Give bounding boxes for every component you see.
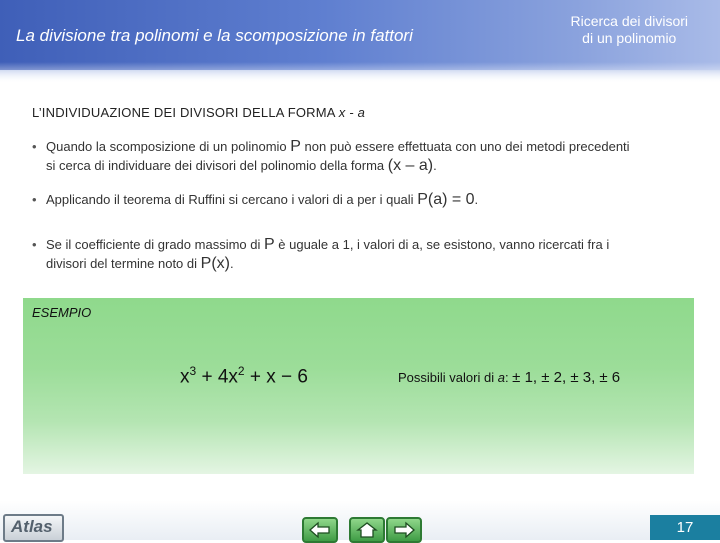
bullet-3-expr: P(x) — [200, 255, 230, 272]
bullet-2-part2: . — [474, 192, 479, 207]
bullet-dot: • — [32, 139, 37, 154]
header-fade — [0, 62, 720, 86]
bullet-text-3 — [46, 235, 682, 273]
bullet-1-part4: . — [433, 158, 437, 173]
poly-mid: + 4x — [196, 366, 238, 388]
values-colon: : — [504, 370, 513, 385]
bullet-item-3 — [32, 235, 682, 273]
bullet-3-part1: Se il coefficiente di grado massimo di — [46, 237, 264, 252]
previous-button[interactable] — [302, 517, 338, 543]
bullet-item-2 — [32, 190, 682, 209]
arrow-right-icon — [392, 521, 416, 539]
bullet-1-form: (x – a) — [387, 157, 434, 174]
values-label: Possibili valori di — [398, 370, 498, 385]
bullet-item-1 — [32, 137, 682, 175]
topic-title — [571, 13, 688, 47]
bullet-3-P: P — [263, 236, 275, 253]
poly-exp-1: 3 — [189, 364, 197, 378]
bullet-dot: • — [32, 237, 37, 252]
bullet-3-part2: è uguale a 1, i valori di a, se esistono, vanno ricercati fra i — [274, 237, 610, 252]
bullet-1-part2: non può essere effettuata con uno dei metodi precedenti — [300, 139, 630, 154]
next-button[interactable] — [386, 517, 422, 543]
values-var: a — [497, 370, 505, 385]
atlas-logo — [3, 514, 64, 542]
bullet-text-1 — [46, 137, 682, 175]
header-bar — [0, 0, 720, 82]
values-list: ± 1, ± 2, ± 3, ± 6 — [512, 369, 621, 386]
page-number: 17 — [650, 515, 720, 540]
section-heading — [32, 105, 365, 120]
poly-end: + x − 6 — [244, 366, 308, 388]
home-button[interactable] — [349, 517, 385, 543]
bullet-2-expr: P(a) = 0 — [417, 191, 475, 208]
example-label: ESEMPIO — [32, 305, 92, 320]
poly-x: x — [180, 366, 190, 388]
topic-title-line1: Ricerca dei divisori — [570, 13, 688, 29]
bullet-1-part1: Quando la scomposizione di un polinomio — [46, 139, 291, 154]
bullet-1-P: P — [290, 138, 301, 155]
bullet-3-part3: divisori del termine noto di — [46, 256, 201, 271]
poly-exp-2: 2 — [237, 364, 245, 378]
bullet-1-part3: si cerca di individuare dei divisori del polinomio della forma — [46, 158, 388, 173]
bullet-3-part4: . — [229, 256, 234, 271]
topic-title-line2: di un polinomio — [582, 30, 677, 46]
example-panel — [23, 298, 694, 474]
possible-values — [398, 369, 620, 386]
arrow-left-icon — [308, 521, 332, 539]
example-polynomial — [180, 364, 308, 388]
section-heading-text: L’INDIVIDUAZIONE DEI DIVISORI DELLA FORMA — [32, 105, 335, 120]
bullet-dot: • — [32, 192, 37, 207]
bullet-text-2 — [46, 190, 682, 209]
home-icon — [355, 521, 379, 539]
bullet-2-part1: Applicando il teorema di Ruffini si cercano i valori di a per i quali — [46, 192, 418, 207]
chapter-title: La divisione tra polinomi e la scomposizione in fattori — [16, 26, 413, 45]
section-heading-var: x - a — [338, 105, 366, 120]
atlas-logo-text: Atlas — [11, 517, 53, 536]
